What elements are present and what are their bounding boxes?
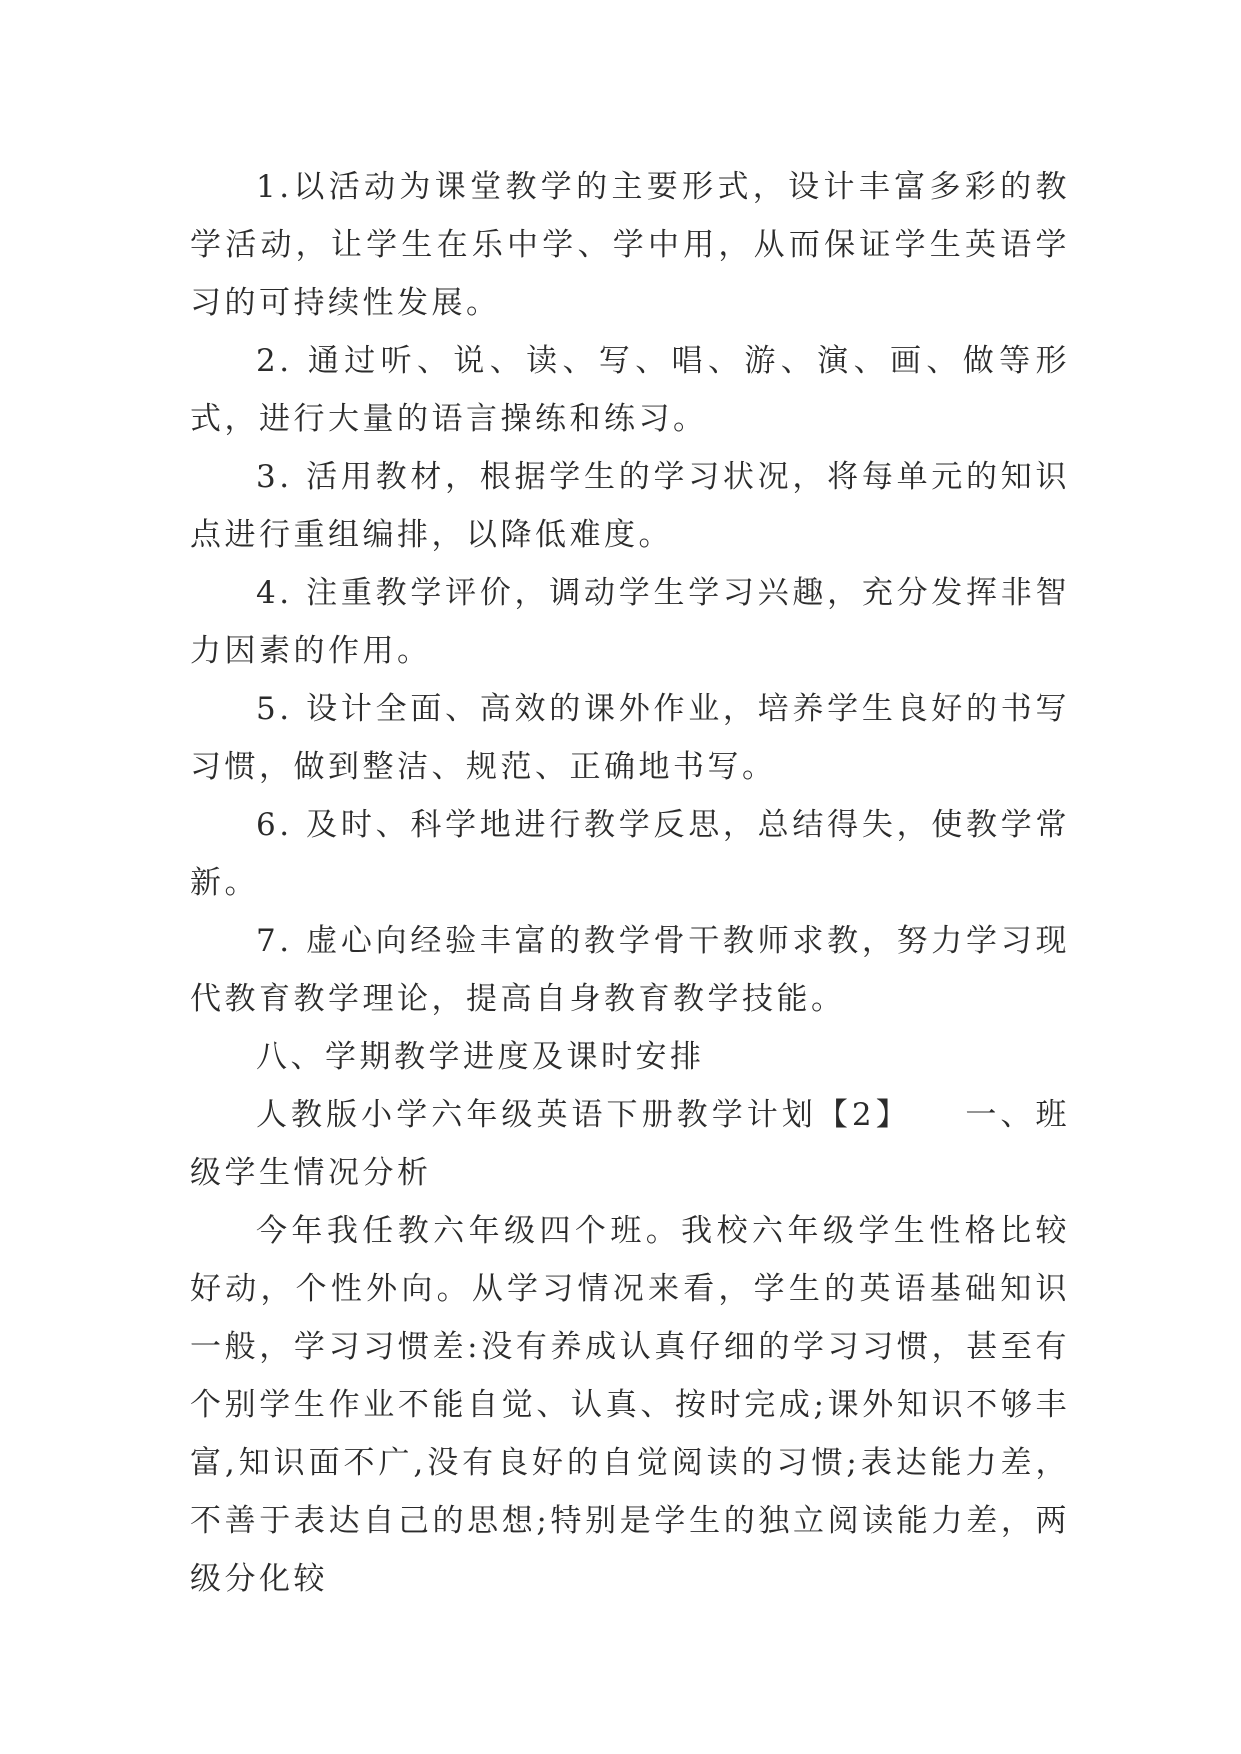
paragraph-method-5: 5. 设计全面、高效的课外作业，培养学生良好的书写习惯，做到整洁、规范、正确地书写。 bbox=[190, 691, 1070, 785]
paragraph-method-6: 6. 及时、科学地进行教学反思，总结得失，使教学常新。 bbox=[190, 807, 1070, 901]
paragraph-method-2: 2. 通过听、说、读、写、唱、游、演、画、做等形式，进行大量的语言操练和练习。 bbox=[190, 343, 1070, 437]
paragraph-method-1: 1.以活动为课堂教学的主要形式，设计丰富多彩的教学活动，让学生在乐中学、学中用，从而保证学生英语学习的可持续性发展。 bbox=[190, 169, 1070, 321]
paragraph-class-analysis: 今年我任教六年级四个班。我校六年级学生性格比较好动，个性外向。从学习情况来看，学生的英语基础知识一般，学习习惯差:没有养成认真仔细的学习习惯，甚至有个别学生作业不能自觉、认真、按时完成;课外知识不够丰富,知识面不广,没有良好的自觉阅读的习惯;表达能力差，不善于表达自己的思想;特别是学生的独立阅读能力差，两级分化较 bbox=[190, 1213, 1070, 1597]
document-body bbox=[190, 158, 1070, 1608]
plan-title-with-section-heading: 人教版小学六年级英语下册教学计划【2】 一、班级学生情况分析 bbox=[190, 1097, 1070, 1191]
paragraph-method-7: 7. 虚心向经验丰富的教学骨干教师求教，努力学习现代教育教学理论，提高自身教育教学技能。 bbox=[190, 923, 1070, 1017]
paragraph-method-4: 4. 注重教学评价，调动学生学习兴趣，充分发挥非智力因素的作用。 bbox=[190, 575, 1070, 669]
section-heading-schedule: 八、学期教学进度及课时安排 bbox=[256, 1039, 705, 1075]
paragraph-method-3: 3. 活用教材，根据学生的学习状况，将每单元的知识点进行重组编排，以降低难度。 bbox=[190, 459, 1070, 553]
